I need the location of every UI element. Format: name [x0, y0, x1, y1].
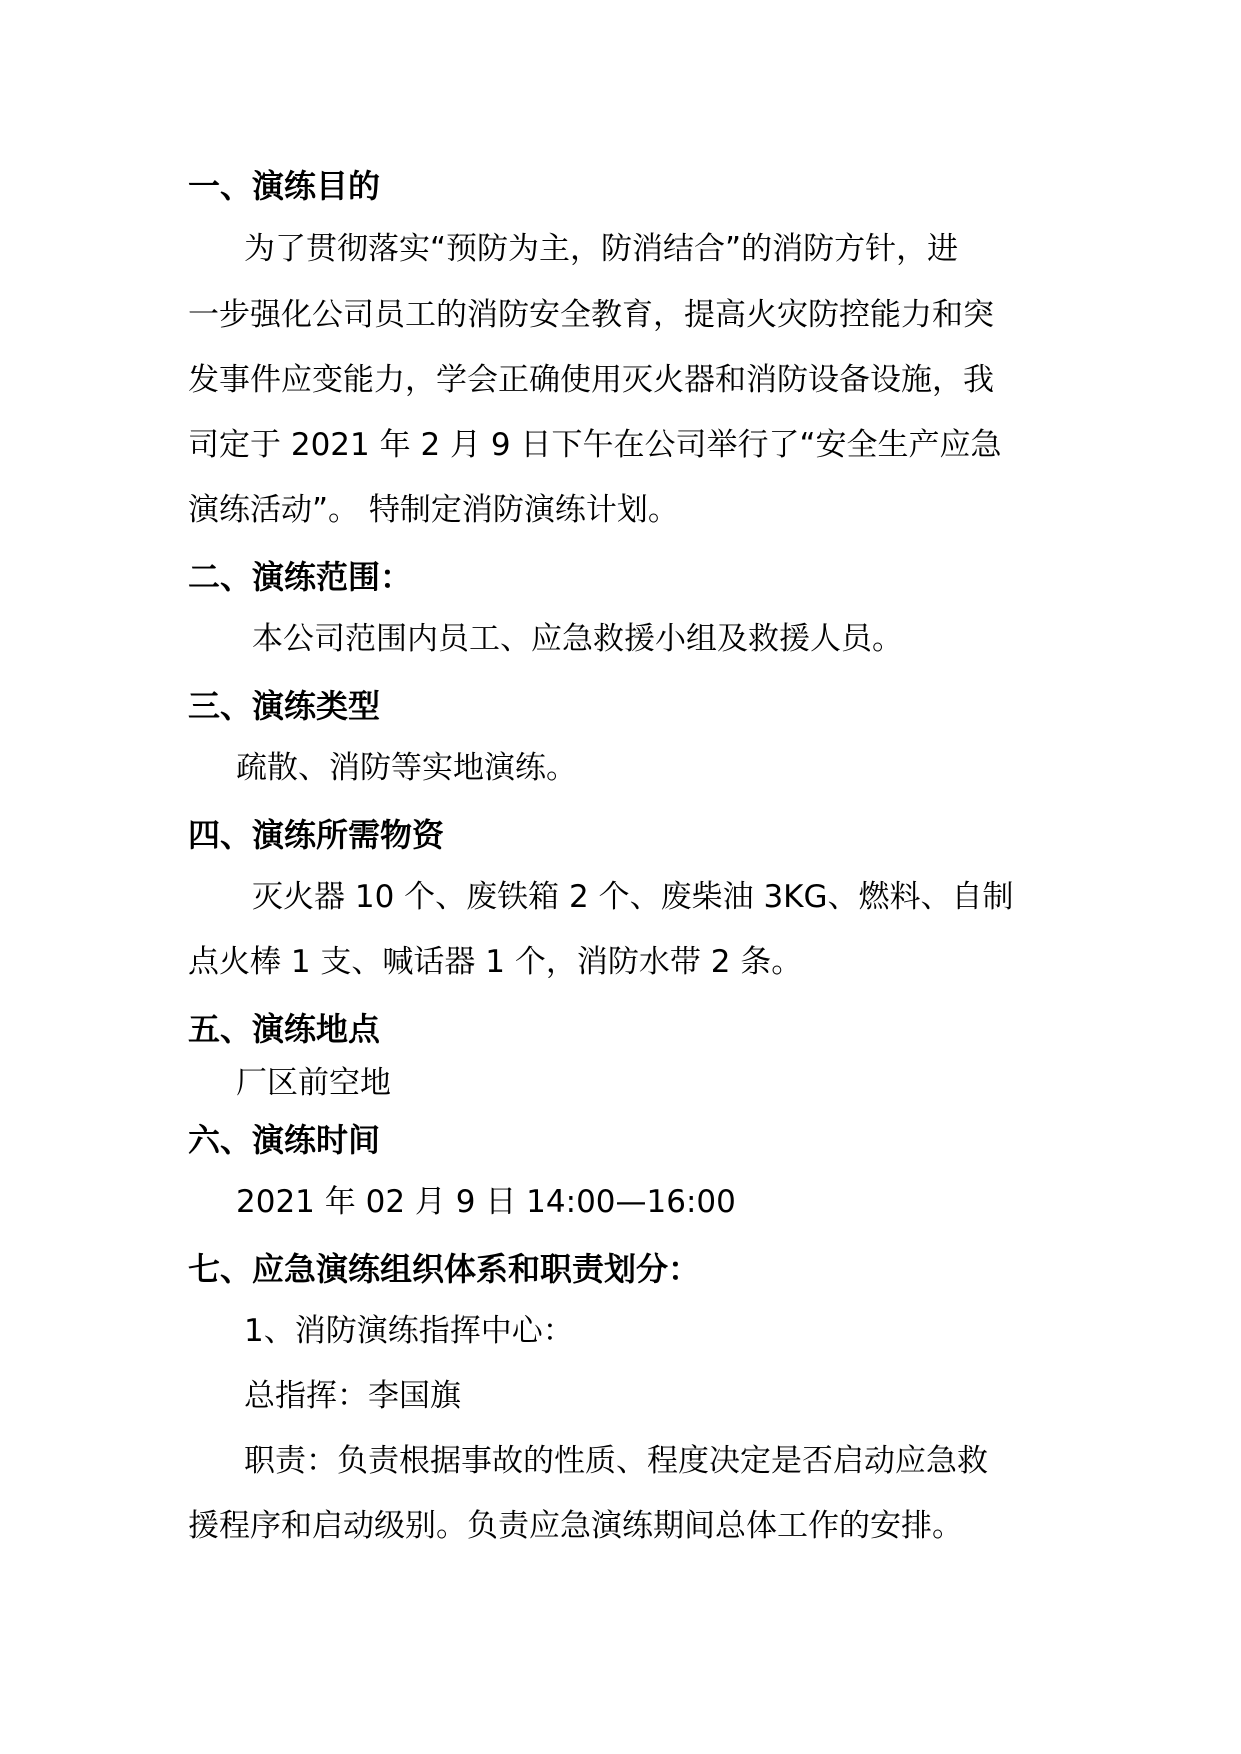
- section-heading-type: 三、演练类型: [188, 687, 381, 725]
- paragraph-line: 一步强化公司员工的消防安全教育，提高火灾防控能力和突: [188, 297, 994, 333]
- paragraph-line: 疏散、消防等实地演练。: [236, 750, 577, 786]
- paragraph-line: 点火棒 1 支、喊话器 1 个，消防水带 2 条。: [188, 944, 803, 980]
- section-heading-scope: 二、演练范围：: [188, 558, 413, 596]
- section-heading-location: 五、演练地点: [188, 1010, 381, 1048]
- paragraph-line: 厂区前空地: [236, 1065, 391, 1101]
- paragraph-line: 司定于 2021 年 2 月 9 日下午在公司举行了“安全生产应急: [188, 427, 1002, 463]
- paragraph-line: 为了贯彻落实“预防为主，防消结合”的消防方针，进: [244, 231, 959, 267]
- paragraph-line: 本公司范围内员工、应急救援小组及救援人员。: [252, 621, 903, 657]
- paragraph-line: 发事件应变能力，学会正确使用灭火器和消防设备设施，我: [188, 362, 994, 398]
- paragraph-line: 演练活动”。 特制定消防演练计划。: [188, 492, 679, 528]
- paragraph-line: 2021 年 02 月 9 日 14:00—16:00: [236, 1184, 736, 1220]
- section-heading-time: 六、演练时间: [188, 1121, 381, 1159]
- section-heading-organization: 七、应急演练组织体系和职责划分：: [188, 1250, 701, 1288]
- paragraph-line: 职责：负责根据事故的性质、程度决定是否启动应急救: [244, 1443, 988, 1479]
- section-heading-purpose: 一、演练目的: [188, 167, 381, 205]
- section-heading-materials: 四、演练所需物资: [188, 816, 445, 854]
- paragraph-line: 1、消防演练指挥中心：: [244, 1313, 574, 1349]
- paragraph-line: 援程序和启动级别。负责应急演练期间总体工作的安排。: [188, 1508, 963, 1544]
- paragraph-line: 总指挥：李国旗: [244, 1378, 461, 1414]
- paragraph-line: 灭火器 10 个、废铁箱 2 个、废柴油 3KG、燃料、自制: [252, 879, 1014, 915]
